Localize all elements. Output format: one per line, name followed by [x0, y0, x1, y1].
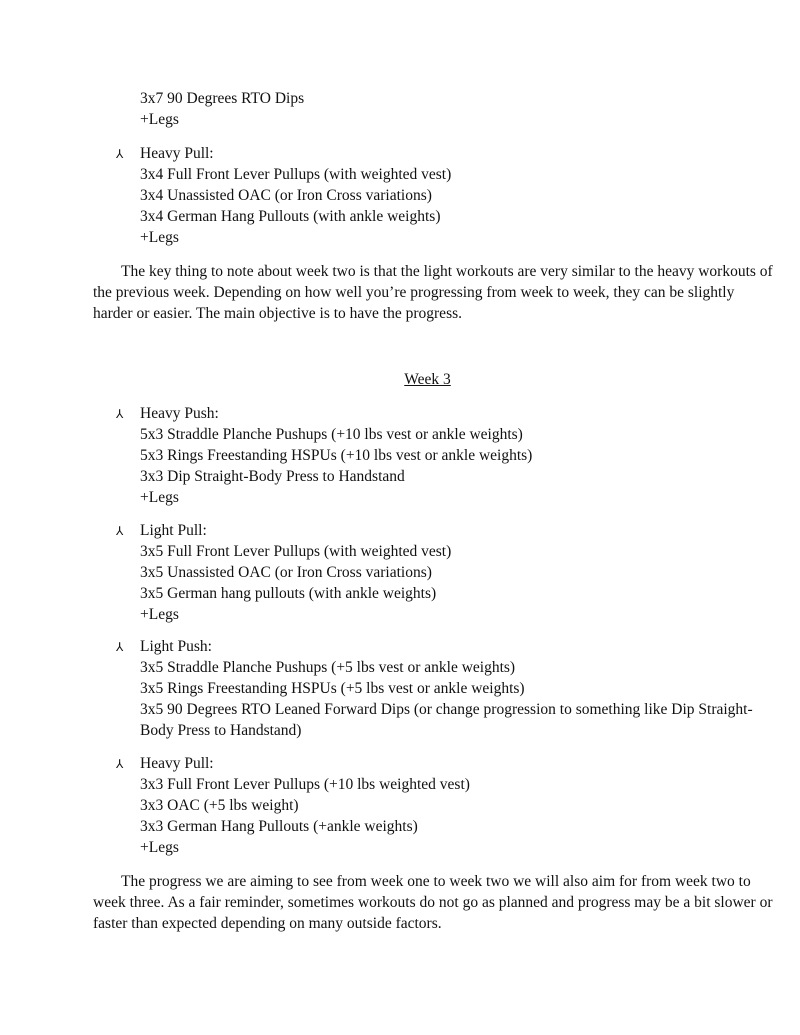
triangle-bullet-icon: ⅄: [116, 147, 124, 161]
block-title: Light Pull:: [140, 522, 207, 539]
exercise-line: +Legs: [140, 839, 179, 856]
block-title: Light Push:: [140, 638, 212, 655]
body-paragraph: The progress we are aiming to see from week one to week two we will also aim for from week two to week three. As a fair reminder, sometimes workouts do not go as planned and progress may be a bit slower or faster than expected depending on many outside factors.: [93, 873, 773, 932]
exercise-line: 3x5 Full Front Lever Pullups (with weighted vest): [140, 543, 452, 560]
exercise-line: +Legs: [140, 111, 179, 128]
exercise-line: 3x3 Full Front Lever Pullups (+10 lbs weighted vest): [140, 776, 470, 793]
body-paragraph: The key thing to note about week two is that the light workouts are very similar to the heavy workouts of the previous week. Depending on how well you’re progressing from week to week, they can be slightly harder or easier. The main objective is to have the progress.: [93, 263, 773, 322]
exercise-line: 3x4 Unassisted OAC (or Iron Cross variations): [140, 187, 432, 204]
exercise-line: +Legs: [140, 489, 179, 506]
block-title: Heavy Pull:: [140, 145, 214, 162]
section-heading: Week 3: [404, 371, 451, 388]
exercise-line: 3x4 German Hang Pullouts (with ankle weights): [140, 208, 441, 225]
exercise-line: 3x4 Full Front Lever Pullups (with weighted vest): [140, 166, 452, 183]
exercise-line: 3x5 90 Degrees RTO Leaned Forward Dips (or change progression to something like Dip Straight-: [140, 701, 753, 718]
exercise-line: 3x7 90 Degrees RTO Dips: [140, 90, 305, 107]
exercise-line: 3x5 Rings Freestanding HSPUs (+5 lbs vest or ankle weights): [140, 680, 525, 697]
triangle-bullet-icon: ⅄: [116, 407, 124, 421]
exercise-line: +Legs: [140, 606, 179, 623]
exercise-line: +Legs: [140, 229, 179, 246]
exercise-line: 3x3 German Hang Pullouts (+ankle weights): [140, 818, 418, 835]
triangle-bullet-icon: ⅄: [116, 757, 124, 771]
triangle-bullet-icon: ⅄: [116, 524, 124, 538]
exercise-line: 5x3 Rings Freestanding HSPUs (+10 lbs vest or ankle weights): [140, 447, 533, 464]
exercise-line: 3x5 German hang pullouts (with ankle weights): [140, 585, 437, 602]
exercise-line: 3x5 Unassisted OAC (or Iron Cross variations): [140, 564, 432, 581]
triangle-bullet-icon: ⅄: [116, 640, 124, 654]
exercise-line: Body Press to Handstand): [140, 722, 302, 739]
block-title: Heavy Push:: [140, 405, 219, 422]
exercise-line: 3x3 OAC (+5 lbs weight): [140, 797, 299, 814]
exercise-line: 3x3 Dip Straight-Body Press to Handstand: [140, 468, 405, 485]
exercise-line: 3x5 Straddle Planche Pushups (+5 lbs vest or ankle weights): [140, 659, 516, 676]
exercise-line: 5x3 Straddle Planche Pushups (+10 lbs vest or ankle weights): [140, 426, 523, 443]
block-title: Heavy Pull:: [140, 755, 214, 772]
